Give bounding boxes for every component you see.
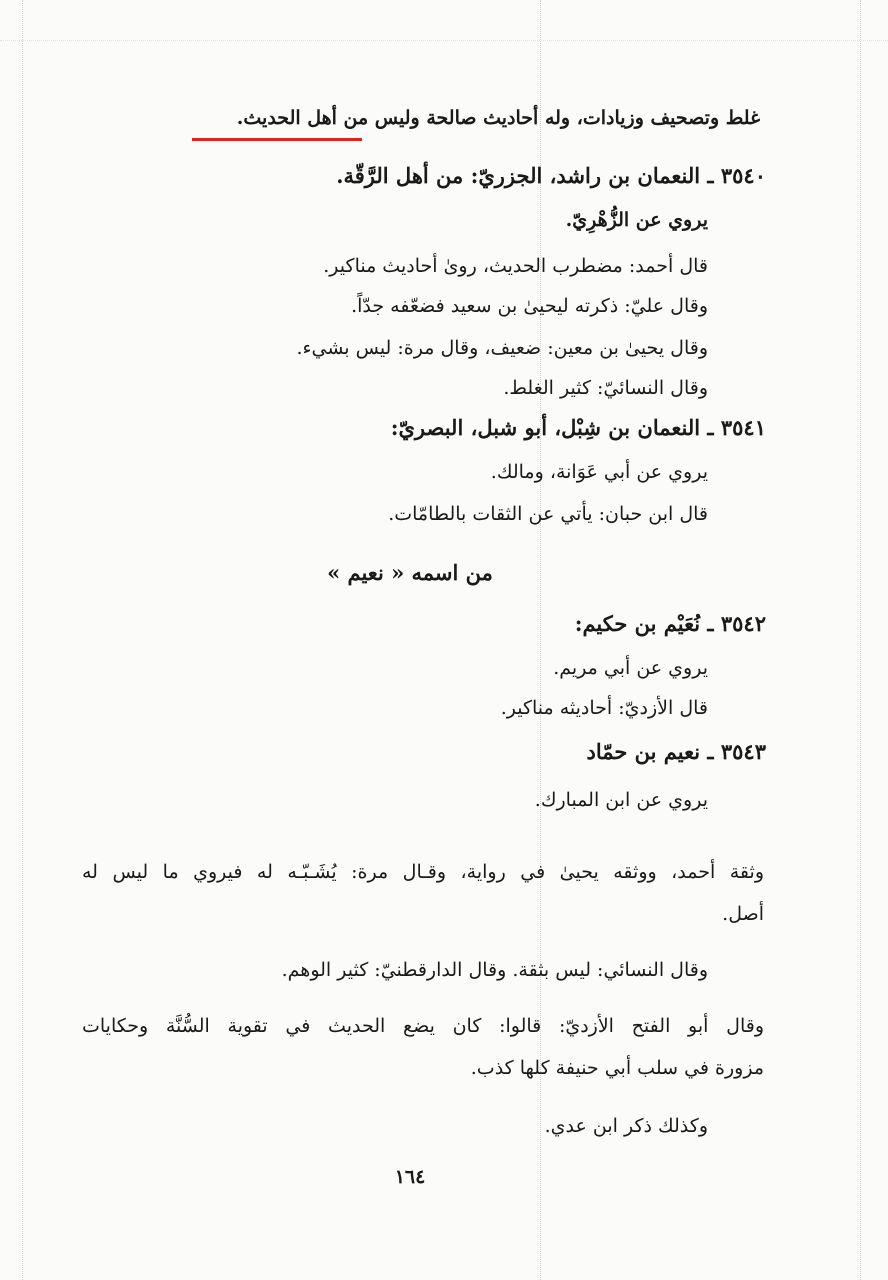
entry-line: قال الأزديّ: أحاديثه مناكير. — [500, 697, 708, 719]
scan-guide-line — [0, 40, 888, 41]
paragraph-line: وكذلك ذكر ابن عدي. — [544, 1115, 708, 1137]
entry-line: قال أحمد: مضطرب الحديث، روىٰ أحاديث مناكير. — [323, 255, 708, 277]
entry-line: يروي عن أبي عَوَانة، ومالك. — [490, 461, 708, 483]
entry-line: وقال النسائيّ: كثير الغلط. — [503, 377, 708, 399]
entry-heading-3541: ٣٥٤١ ـ النعمان بن شِبْل، أبو شبل، البصريّ: — [390, 415, 766, 440]
red-underline-mark — [192, 138, 362, 141]
paragraph-line: أصل. — [722, 903, 764, 925]
paragraph-line: وقال أبو الفتح الأزديّ: قالوا: كان يضع الحديث في تقوية السُّنَّة وحكايات — [82, 1015, 764, 1037]
paragraph-line: وثقة أحمد، ووثقه يحيىٰ في رواية، وقـال مرة: يُشَـبّـه له فيروي ما ليس له — [82, 861, 764, 883]
entry-heading-3543: ٣٥٤٣ ـ نعيم بن حمّاد — [586, 739, 766, 764]
entry-line: وقال يحيىٰ بن معين: ضعيف، وقال مرة: ليس بشيء. — [296, 337, 708, 359]
text-line: غلط وتصحيف وزيادات، وله أحاديث صالحة وليس من أهل الحديث. — [236, 107, 760, 129]
entry-line: يروي عن الزُّهْرِيّ. — [565, 209, 708, 231]
entry-line: يروي عن أبي مريم. — [553, 657, 708, 679]
entry-heading-3540: ٣٥٤٠ ـ النعمان بن راشد، الجزريّ: من أهل الرَّقّة. — [336, 163, 766, 188]
entry-heading-3542: ٣٥٤٢ ـ نُعَيْم بن حكيم: — [574, 611, 766, 636]
paragraph-line: وقال النسائي: ليس بثقة. وقال الدارقطنيّ: كثير الوهم. — [281, 959, 708, 981]
scan-guide-line — [860, 0, 861, 1280]
section-heading: من اسمه « نعيم » — [327, 560, 493, 585]
entry-line: قال ابن حبان: يأتي عن الثقات بالطامّات. — [388, 503, 708, 525]
page-number: ١٦٤ — [394, 1166, 426, 1188]
entry-line: يروي عن ابن المبارك. — [534, 789, 708, 811]
entry-line: وقال عليّ: ذكرته ليحيىٰ بن سعيد فضعّفه جدّاً. — [351, 295, 708, 317]
scan-guide-line — [540, 0, 541, 1280]
paragraph-line: مزورة في سلب أبي حنيفة كلها كذب. — [470, 1057, 764, 1079]
scan-guide-line — [22, 0, 23, 1280]
